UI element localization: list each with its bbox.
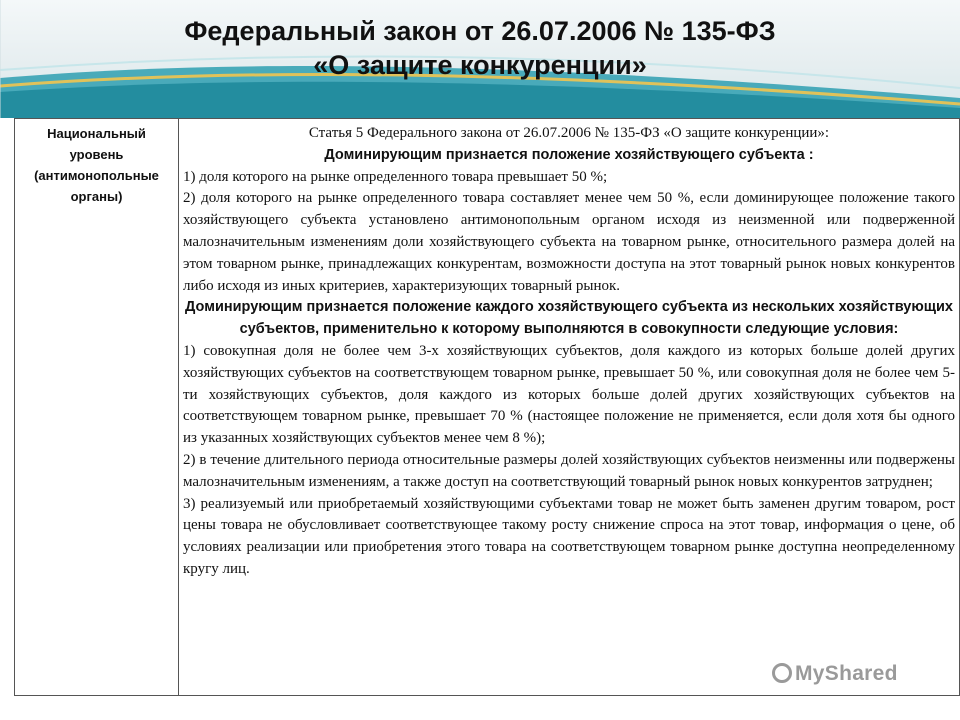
- article-intro: Статья 5 Федерального закона от 26.07.2006 № 135-ФЗ «О защите конкуренции»:: [308, 125, 830, 141]
- myshared-logo-icon: [772, 663, 792, 683]
- level-line-1: Национальный: [47, 126, 146, 141]
- level-cell: [15, 119, 179, 695]
- criterion-1-1: 1) доля которого на рынке определенного товара превышает 50 %;: [183, 168, 608, 185]
- criterion-2-3: 3) реализуемый или приобретаемый хозяйствующими субъектами товар не может быть заменен другим товаром, рост цены товара не обусловливает соответствующее такому росту снижение спроса на этот товар, информация о цене, об условиях реализации или приобретения этого товара на соответствующем товарном рынке доступна неопределенному кругу лиц.: [183, 495, 955, 577]
- title-line-1: Федеральный закон от 26.07.2006 № 135-ФЗ: [184, 16, 776, 46]
- content-table: [14, 118, 960, 696]
- title-banner: [0, 0, 960, 118]
- level-line-3: (антимонопольные: [34, 168, 159, 183]
- level-line-2: уровень: [69, 147, 124, 162]
- page-title: [0, 14, 960, 82]
- title-line-2: «О защите конкуренции»: [313, 50, 647, 80]
- criterion-1-2: 2) доля которого на рынке определенного товара составляет менее чем 50 %, если доминирующее положение такого хозяйствующего субъекта установлено антимонопольным органом исходя из неизменной или подверженной малозначительным изменениям доли хозяйствующего субъекта на товарном рынке, относительного размера долей на этом товарном рынке, принадлежащих конкурентам, возможности доступа на этот товарный рынок новых конкурентов либо исходя из иных критериев, характеризующих товарный рынок.: [183, 190, 955, 294]
- heading-collective-dominance: Доминирующим признается положение каждого хозяйствующего субъекта из нескольких хозяйствующих субъектов, применительно к которому выполняются в совокупности следующие условия:: [185, 299, 953, 338]
- watermark-text: MyShared: [795, 662, 898, 685]
- heading-single-dominance: Доминирующим признается положение хозяйствующего субъекта :: [324, 146, 814, 163]
- criterion-2-1: 1) совокупная доля не более чем 3-х хозяйствующих субъектов, доля каждого из которых больше долей других хозяйствующих субъектов на соответствующем товарном рынке, превышает 50 %, или совокупная доля не более чем 5-ти хозяйствующих субъектов, доля каждого из которых больше долей других хозяйствующих субъектов на соответствующем товарном рынке, превышает 70 % (настоящее положение не применяется, если доля хотя бы одного из указанных хозяйствующих субъектов менее чем 8 %);: [183, 342, 955, 447]
- level-line-4: органы): [70, 189, 123, 204]
- criterion-2-2: 2) в течение длительного периода относительные размеры долей хозяйствующих субъектов неизменны или подвержены малозначительным изменениям, а также доступ на соответствующий товарный рынок новых конкурентов затруднен;: [183, 451, 955, 490]
- myshared-watermark: [772, 662, 898, 692]
- article-text-cell: [183, 123, 955, 581]
